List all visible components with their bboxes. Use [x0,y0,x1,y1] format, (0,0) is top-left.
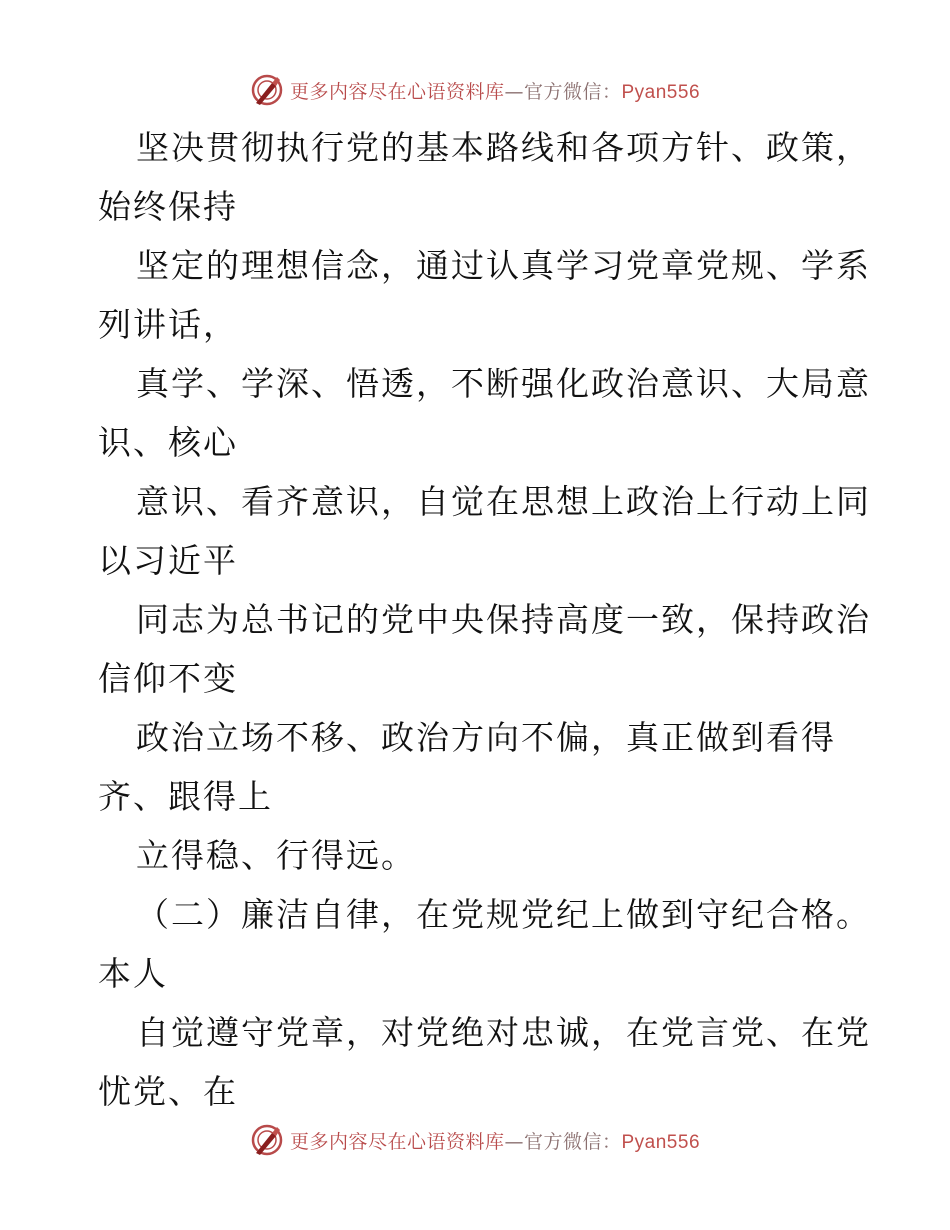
text-line: 坚定的理想信念，通过认真学习党章党规、学系 [136,246,871,285]
text-line: 自觉遵守党章，对党绝对忠诚，在党言党、在党 [136,1013,871,1052]
pen-logo-icon [250,1123,284,1157]
text-line: 政治立场不移、政治方向不偏，真正做到看得 [136,718,836,757]
text-line: 坚决贯彻执行党的基本路线和各项方针、政策， [136,128,871,167]
text-line: 同志为总书记的党中央保持高度一致，保持政治 [136,600,871,639]
text-line: （二）廉洁自律，在党规党纪上做到守纪合格。 [136,895,871,934]
text-line: 信仰不变 [98,659,238,698]
document-body [98,118,871,1121]
watermark-text: 更多内容尽在心语资料库—官方微信：Pyan556 [289,1130,701,1153]
text-line: 始终保持 [98,187,238,226]
text-line: 齐、跟得上 [98,777,273,816]
pen-logo-icon [250,73,284,107]
text-line: 以习近平 [98,541,238,580]
text-line: 本人 [98,954,168,993]
footer-watermark-banner [0,1120,950,1160]
text-line: 立得稳、行得远。 [136,836,416,875]
text-line: 识、核心 [98,423,238,462]
watermark-text: 更多内容尽在心语资料库—官方微信：Pyan556 [289,80,701,103]
header-watermark-banner [0,70,950,110]
text-line: 列讲话， [98,305,238,344]
text-line: 忧党、在 [98,1072,238,1111]
text-line: 意识、看齐意识，自觉在思想上政治上行动上同 [136,482,871,521]
text-line: 真学、学深、悟透，不断强化政治意识、大局意 [136,364,871,403]
